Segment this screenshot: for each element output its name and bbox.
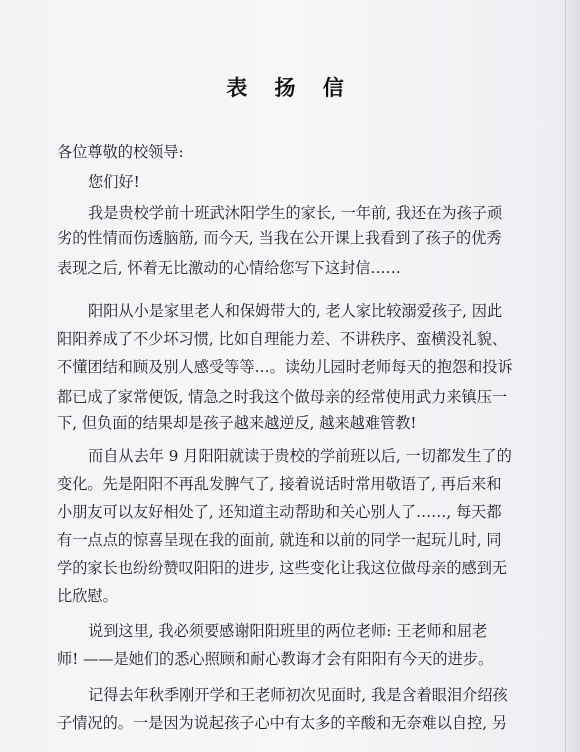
letter-line: 我是贵校学前十班武沐阳学生的家长, 一年前, 我还在为孩子顽 <box>88 204 503 222</box>
letter-line: 变化。先是阳阳不再乱发脾气了, 接着说话时常用敬语了, 再后来和 <box>57 475 502 493</box>
letter-line: 子情况的。一是因为说起孩子心中有太多的辛酸和无奈难以自控, 另 <box>57 714 508 732</box>
letter-line: 而自从去年 9 月阳阳就读于贵校的学前班以后, 一切都发生了的 <box>88 447 512 465</box>
letter-line: 都已成了家常便饭, 情急之时我这个做母亲的经常使用武力来镇压一 <box>57 388 508 406</box>
letter-title: 表 扬 信 <box>226 75 354 100</box>
letter-line: 记得去年秋季刚开学和王老师初次见面时, 我是含着眼泪介绍孩 <box>88 686 508 704</box>
letter-line: 阳阳养成了不少坏习惯, 比如自理能力差、不讲秩序、蛮横没礼貌、 <box>57 330 508 348</box>
letter-line: 劣的性情而伤透脑筋, 而今天, 当我在公开课上我看到了孩子的优秀 <box>57 229 502 247</box>
letter-line: 小朋友可以友好相处了, 还知道主动帮助和关心别人了……, 每天都 <box>57 503 502 521</box>
letter-salutation: 各位尊敬的校领导: <box>57 143 184 161</box>
letter-line: 有一点点的惊喜呈现在我的面前, 就连和以前的同学一起玩儿时, 同 <box>57 531 502 549</box>
letter-line: 不懂团结和顾及别人感受等等…。读幼儿园时老师每天的抱怨和投诉 <box>57 358 513 376</box>
letter-line: 阳阳从小是家里老人和保姆带大的, 老人家比较溺爱孩子, 因此 <box>88 302 503 320</box>
letter-greeting: 您们好! <box>88 173 140 191</box>
letter-line: 说到这里, 我必须要感谢阳阳班里的两位老师: 王老师和屈老 <box>88 622 488 640</box>
letter-line: 师! ——是她们的悉心照顾和耐心教诲才会有阳阳有今天的进步。 <box>57 650 494 668</box>
letter-line: 比欣慰。 <box>57 587 118 605</box>
letter-line: 表现之后, 怀着无比激动的心情给您写下这封信…… <box>57 259 401 277</box>
letter-line: 下, 但负面的结果却是孩子越来越逆反, 越来越难管教! <box>57 414 417 432</box>
letter-line: 学的家长也纷纷赞叹阳阳的进步, 这些变化让我这位做母亲的感到无 <box>57 559 508 577</box>
